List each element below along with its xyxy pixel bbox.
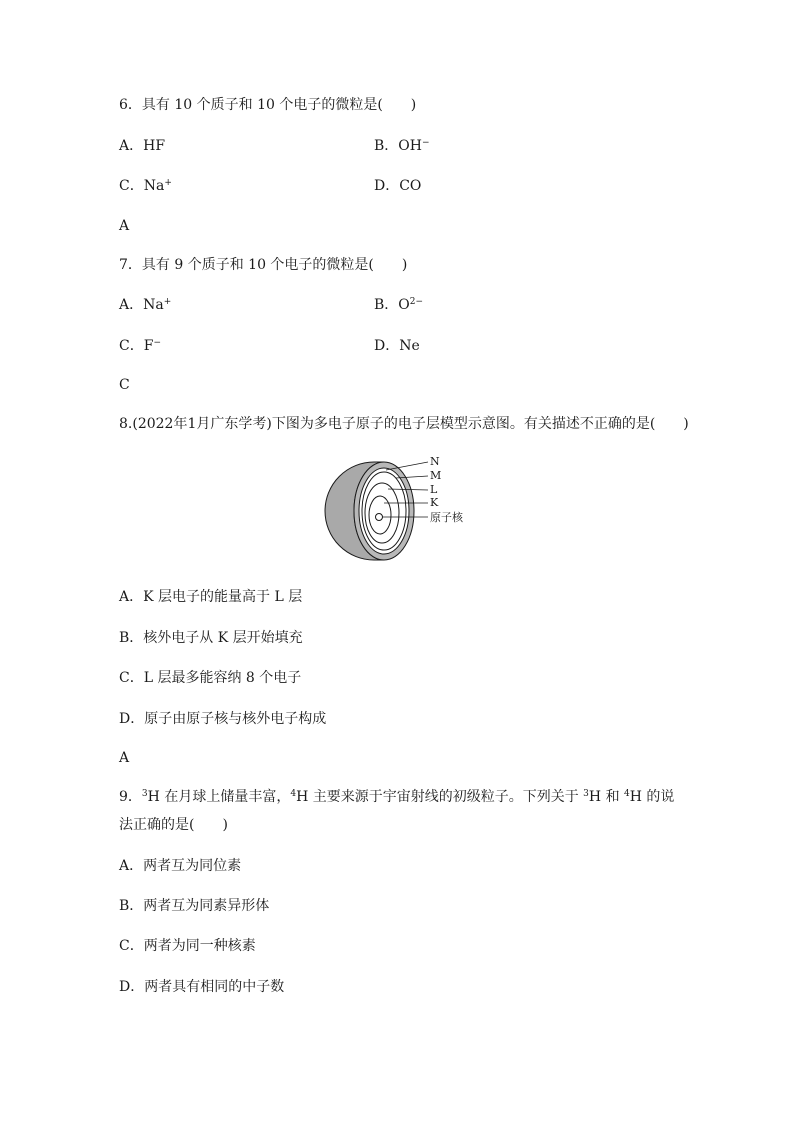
q7-option-b: B．$O^{2-}$ bbox=[374, 297, 424, 313]
q9-option-a: A．两者互为同位素 bbox=[119, 858, 242, 874]
label-nucleus: 原子核 bbox=[430, 511, 463, 524]
q6-option-b: B．OH− bbox=[374, 138, 430, 154]
q9-option-c: C．两者为同一种核素 bbox=[119, 938, 256, 954]
q8-option-d: D．原子由原子核与核外电子构成 bbox=[119, 711, 327, 727]
q7-option-d: D．Ne bbox=[374, 338, 420, 354]
q9-option-d: D．两者具有相同的中子数 bbox=[119, 979, 285, 995]
q6-answer: A bbox=[119, 218, 130, 234]
label-l: L bbox=[430, 483, 438, 496]
q8-option-a: A．K 层电子的能量高于 L 层 bbox=[119, 589, 303, 605]
q6-option-a: A．HF bbox=[119, 138, 166, 154]
q8-answer: A bbox=[119, 750, 130, 766]
label-m: M bbox=[430, 469, 442, 482]
q8-option-c: C．L 层最多能容纳 8 个电子 bbox=[119, 670, 302, 686]
label-n: N bbox=[430, 455, 440, 468]
q7-option-a: A．Na+ bbox=[119, 297, 172, 313]
q7-answer: C bbox=[119, 377, 130, 393]
q7-stem: 7．具有 9 个质子和 10 个电子的微粒是( ) bbox=[119, 257, 408, 273]
electron-shell-diagram bbox=[324, 448, 474, 566]
label-k: K bbox=[430, 496, 439, 509]
q6-stem: 6．具有 10 个质子和 10 个电子的微粒是( ) bbox=[119, 97, 417, 113]
q7-option-c: C．F− bbox=[119, 338, 161, 354]
q6-option-d: D．CO bbox=[374, 178, 422, 194]
q9-option-b: B．两者互为同素异形体 bbox=[119, 898, 270, 914]
q6-option-c: C．Na+ bbox=[119, 178, 172, 194]
q8-option-b: B．核外电子从 K 层开始填充 bbox=[119, 630, 303, 646]
q9-stem: 9．$^3$H 在月球上储量丰富，$^4$H 主要来源于宇宙射线的初级粒子。下列关于 $^3$H 和 $^4$H 的说法正确的是( ) bbox=[119, 789, 675, 833]
q8-stem: 8.(2022年1月广东学考)下图为多电子原子的电子层模型示意图。有关描述不正确的是( ) bbox=[119, 416, 689, 432]
